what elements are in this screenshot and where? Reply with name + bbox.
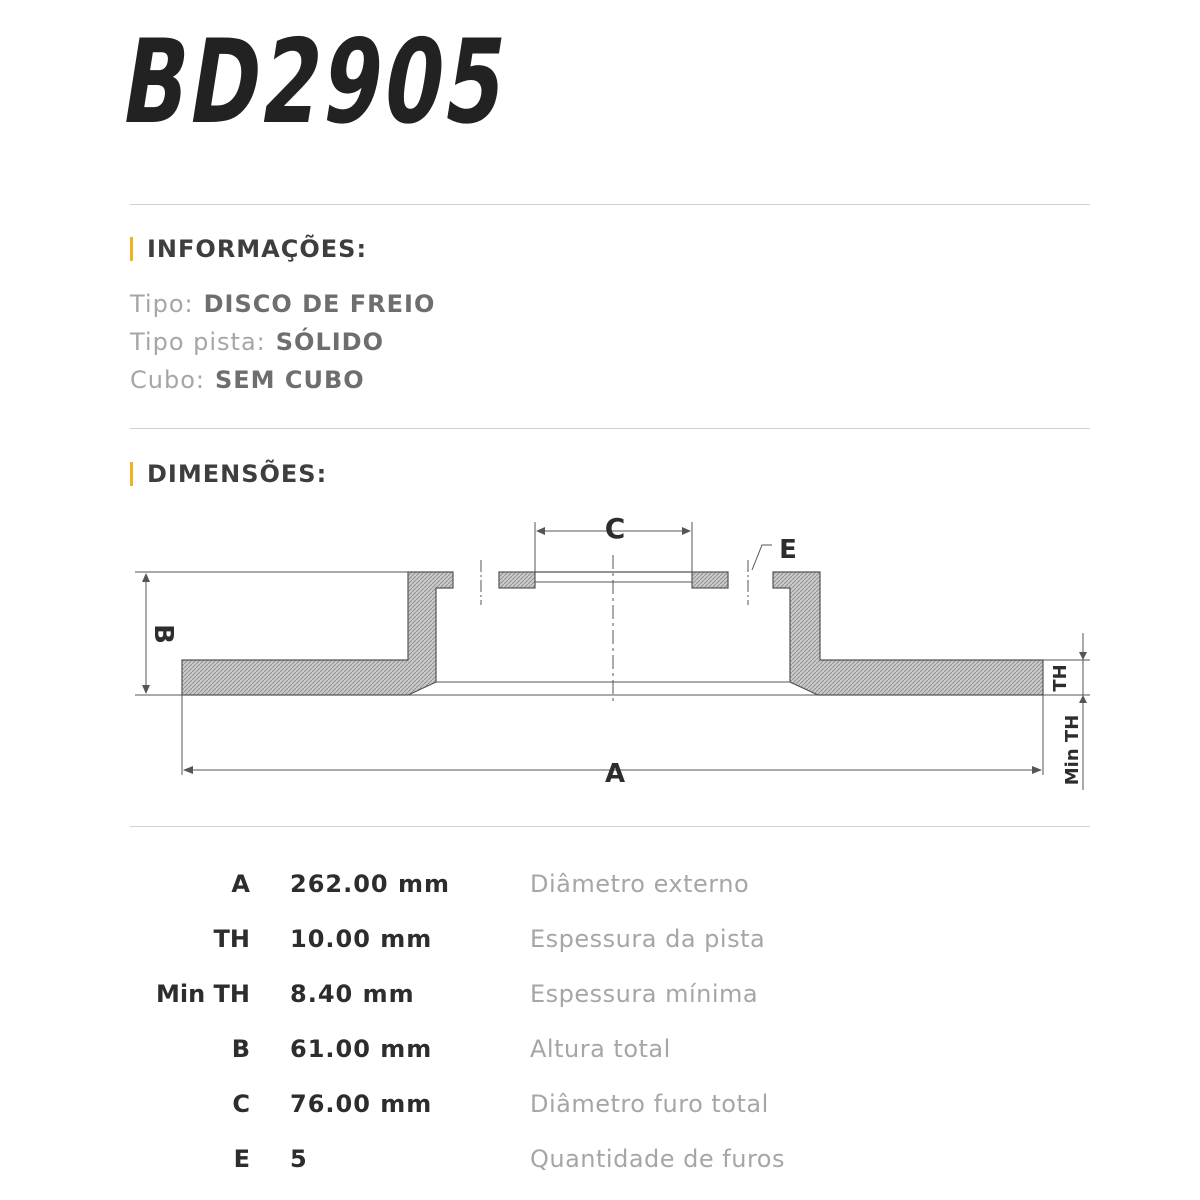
- divider-middle: [130, 428, 1090, 429]
- info-label: Tipo:: [130, 290, 194, 318]
- info-row-track-type: [130, 328, 384, 356]
- brake-disc-diagram: [0, 500, 1200, 810]
- spec-value: 5: [290, 1145, 308, 1173]
- label-th: TH: [1050, 664, 1071, 692]
- spec-code: A: [231, 870, 250, 898]
- info-value: DISCO DE FREIO: [203, 290, 436, 318]
- spec-description: Diâmetro furo total: [530, 1090, 769, 1118]
- dimensions-heading-text: DIMENSÕES:: [147, 460, 328, 488]
- spec-description: Espessura da pista: [530, 925, 766, 953]
- spec-description: Diâmetro externo: [530, 870, 750, 898]
- spec-row: [0, 925, 1200, 965]
- spec-value: 262.00 mm: [290, 870, 450, 898]
- info-row-hub: [130, 366, 365, 394]
- spec-value: 61.00 mm: [290, 1035, 433, 1063]
- disc-section-right: [773, 572, 1043, 695]
- label-c: C: [604, 512, 626, 545]
- spec-value: 8.40 mm: [290, 980, 415, 1008]
- info-value: SEM CUBO: [214, 366, 365, 394]
- spec-description: Espessura mínima: [530, 980, 759, 1008]
- accent-bar: [130, 462, 133, 486]
- spec-value: 76.00 mm: [290, 1090, 433, 1118]
- info-label: Tipo pista:: [130, 328, 266, 356]
- hub-flange-left: [499, 572, 535, 588]
- label-min-th: Min TH: [1062, 714, 1083, 786]
- spec-description: Altura total: [530, 1035, 671, 1063]
- spec-row: [0, 1090, 1200, 1130]
- hub-flange-right: [692, 572, 728, 588]
- spec-row: [0, 980, 1200, 1020]
- spec-code: Min TH: [155, 980, 250, 1008]
- spec-row: [0, 870, 1200, 910]
- dimensions-section-heading: [130, 460, 327, 488]
- part-number-title: BD2905: [114, 15, 519, 150]
- spec-description: Quantidade de furos: [530, 1145, 785, 1173]
- disc-section-left: [182, 572, 453, 695]
- divider-top: [130, 204, 1090, 205]
- label-a: A: [604, 759, 626, 789]
- label-b: B: [148, 624, 178, 644]
- label-e: E: [779, 535, 797, 565]
- spec-code: B: [231, 1035, 250, 1063]
- info-heading-text: INFORMAÇÕES:: [147, 235, 368, 263]
- spec-value: 10.00 mm: [290, 925, 433, 953]
- spec-row: [0, 1035, 1200, 1075]
- divider-bottom: [130, 826, 1090, 827]
- spec-code: E: [233, 1145, 250, 1173]
- spec-code: C: [232, 1090, 250, 1118]
- spec-code: TH: [213, 925, 250, 953]
- accent-bar: [130, 237, 133, 261]
- info-row-type: [130, 290, 435, 318]
- info-value: SÓLIDO: [275, 328, 384, 356]
- info-label: Cubo:: [130, 366, 205, 394]
- info-section-heading: [130, 235, 367, 263]
- spec-row: [0, 1145, 1200, 1185]
